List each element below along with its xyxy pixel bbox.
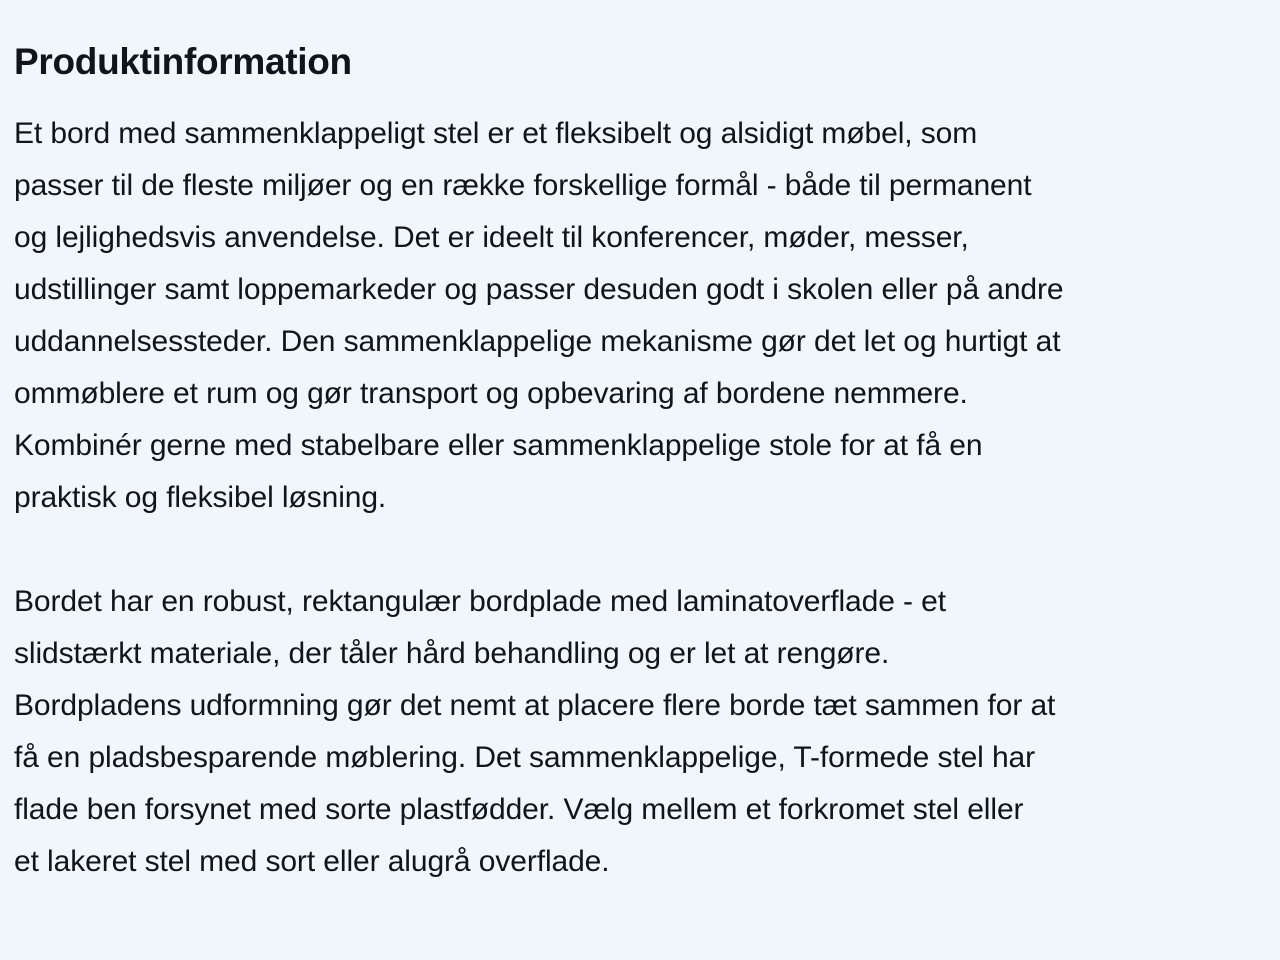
paragraph-line: flade ben forsynet med sorte plastfødder. Vælg mellem et forkromet stel eller — [14, 793, 1024, 826]
paragraph-line: et lakeret stel med sort eller alugrå overflade. — [14, 845, 610, 878]
paragraph-line: ommøblere et rum og gør transport og opbevaring af bordene nemmere. — [14, 377, 968, 410]
paragraph-line: passer til de fleste miljøer og en række forskellige formål - både til permanent — [14, 169, 1032, 202]
description-paragraph-2 — [14, 576, 1266, 888]
paragraph-line: slidstærkt materiale, der tåler hård behandling og er let at rengøre. — [14, 637, 890, 670]
paragraph-line: få en pladsbesparende møblering. Det sammenklappelige, T-formede stel har — [14, 741, 1036, 774]
paragraph-line: og lejlighedsvis anvendelse. Det er ideelt til konferencer, møder, messer, — [14, 221, 969, 254]
paragraph-line: udstillinger samt loppemarkeder og passer desuden godt i skolen eller på andre — [14, 273, 1064, 306]
paragraph-line: praktisk og fleksibel løsning. — [14, 481, 387, 514]
paragraph-line: uddannelsessteder. Den sammenklappelige mekanisme gør det let og hurtigt at — [14, 325, 1061, 358]
paragraph-line: Bordpladens udformning gør det nemt at placere flere borde tæt sammen for at — [14, 689, 1056, 722]
section-title: Produktinformation — [14, 41, 352, 82]
paragraph-line: Bordet har en robust, rektangulær bordplade med laminatoverflade - et — [14, 585, 946, 618]
description-paragraph-1 — [14, 108, 1266, 524]
paragraph-line: Et bord med sammenklappeligt stel er et fleksibelt og alsidigt møbel, som — [14, 117, 978, 150]
paragraph-line: Kombinér gerne med stabelbare eller sammenklappelige stole for at få en — [14, 429, 983, 462]
